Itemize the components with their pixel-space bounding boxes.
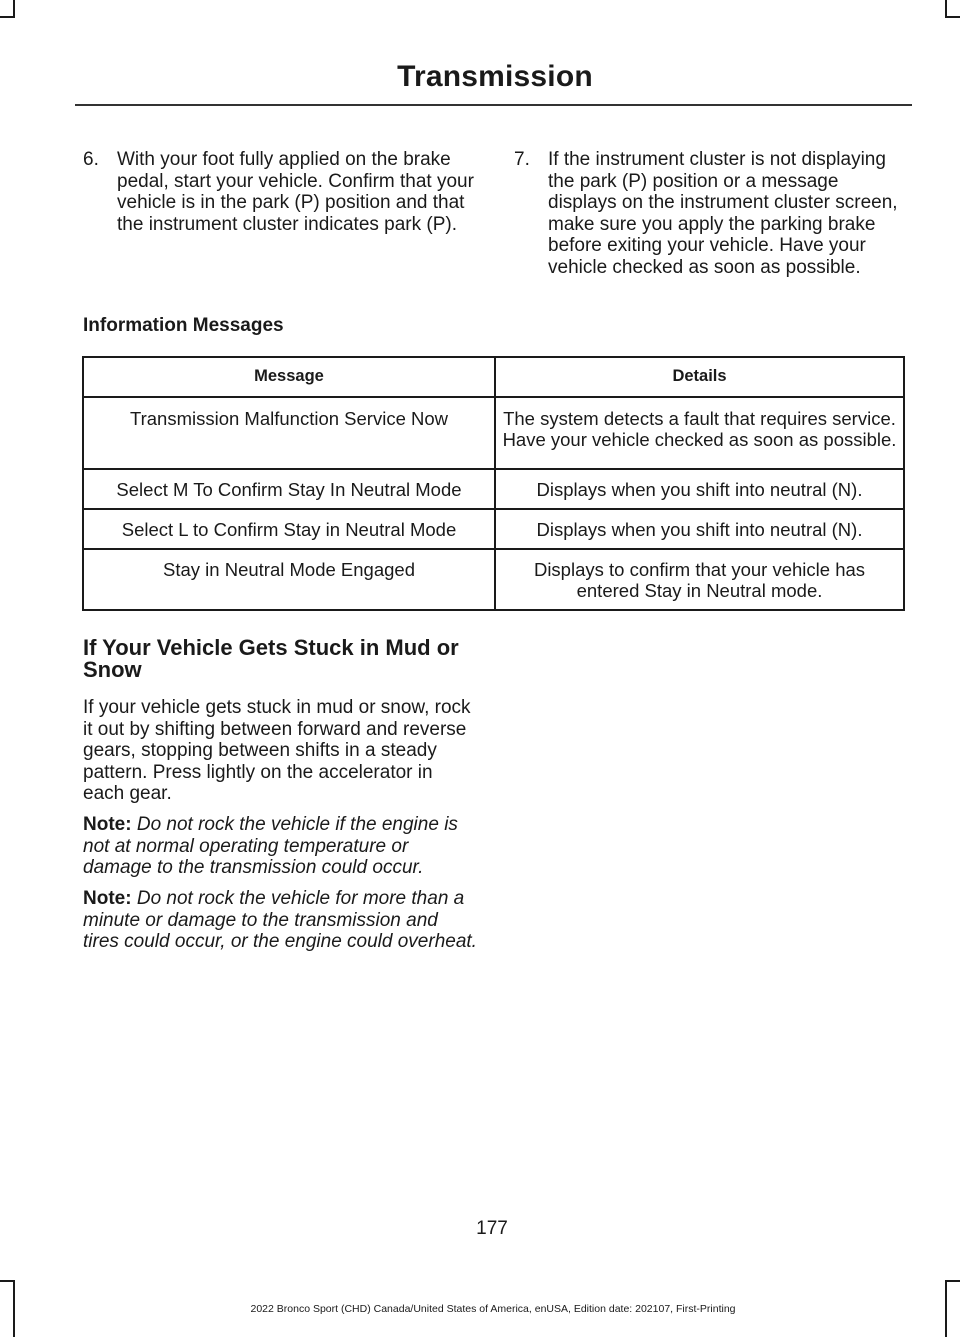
step-number: 7.	[514, 149, 530, 170]
crop-mark	[945, 1280, 960, 1282]
table-row	[83, 469, 904, 509]
table-row	[83, 397, 904, 469]
details-cell: Displays when you shift into neutral (N).	[495, 469, 904, 509]
footer-edition-info: 2022 Bronco Sport (CHD) Canada/United States of America, enUSA, Edition date: 202107, First-Printing	[250, 1303, 736, 1315]
stuck-section-heading: If Your Vehicle Gets Stuck in Mud or Snow	[83, 635, 459, 682]
crop-mark	[0, 1280, 15, 1282]
step-7	[514, 149, 909, 278]
crop-mark	[945, 0, 947, 17]
page-title: Transmission	[397, 60, 593, 93]
message-cell: Select M To Confirm Stay In Neutral Mode	[83, 469, 495, 509]
column-header-details: Details	[495, 357, 904, 397]
message-cell: Transmission Malfunction Service Now	[83, 397, 495, 469]
table-header-row	[83, 357, 904, 397]
note-label: Note:	[83, 814, 132, 835]
crop-mark	[0, 16, 15, 18]
note-text: Do not rock the vehicle if the engine is not at normal operating temperature or damage to the transmission could occur.	[83, 814, 458, 878]
table-row	[83, 509, 904, 549]
message-cell: Stay in Neutral Mode Engaged	[83, 549, 495, 610]
note-text: Do not rock the vehicle for more than a minute or damage to the transmission and tires could occur, or the engine could overheat.	[83, 888, 477, 952]
details-cell: The system detects a fault that requires service. Have your vehicle checked as soon as possible.	[495, 397, 904, 469]
crop-mark	[945, 16, 960, 18]
note-label: Note:	[83, 888, 132, 909]
note-paragraph	[83, 814, 478, 879]
stuck-body-paragraph: If your vehicle gets stuck in mud or snow, rock it out by shifting between forward and reverse gears, stopping between shifts in a steady pattern. Press lightly on the accelerator in each gear.	[83, 697, 471, 804]
details-cell: Displays when you shift into neutral (N).	[495, 509, 904, 549]
page-number: 177	[476, 1218, 508, 1239]
step-text: With your foot fully applied on the brake pedal, start your vehicle. Confirm that your vehicle is in the park (P) position and that the instrument cluster indicates park (P).	[117, 149, 474, 235]
step-6	[83, 149, 478, 235]
details-cell: Displays to confirm that your vehicle has entered Stay in Neutral mode.	[495, 549, 904, 610]
info-messages-heading: Information Messages	[83, 315, 284, 336]
column-header-message: Message	[83, 357, 495, 397]
note-paragraph	[83, 888, 478, 953]
message-cell: Select L to Confirm Stay in Neutral Mode	[83, 509, 495, 549]
step-text: If the instrument cluster is not displaying the park (P) position or a message displays on the instrument cluster screen, make sure you apply the parking brake before exiting your vehicle. Have your vehicle checked as soon as possible.	[548, 149, 898, 278]
step-number: 6.	[83, 149, 99, 170]
info-messages-table	[82, 356, 905, 611]
table-row	[83, 549, 904, 610]
crop-mark	[13, 0, 15, 17]
header-divider	[75, 104, 912, 106]
